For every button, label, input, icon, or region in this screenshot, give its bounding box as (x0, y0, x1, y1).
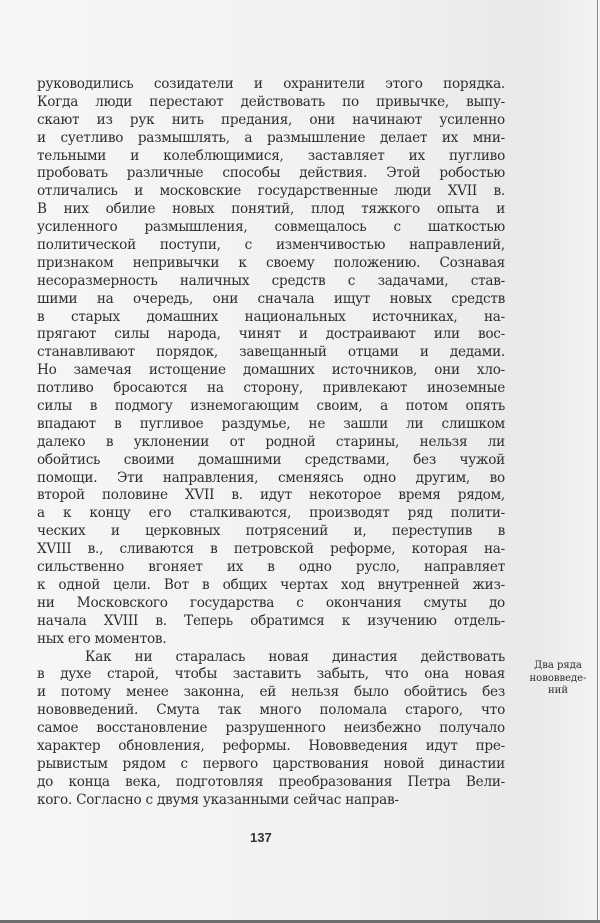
text-line: в духе старой, чтобы заставить забыть, что она новая (37, 666, 505, 683)
text-line: XVIII в., сливаются в петровской реформе, которая на- (37, 541, 505, 558)
text-line: ческих и церковных потрясений и, переступив в (37, 523, 505, 540)
text-line: признаком непривычки к своему положению. Сознавая (37, 254, 505, 271)
text-line: характер обновления, реформы. Нововведения идут пре- (37, 737, 505, 754)
text-line: к одной цели. Вот в общих чертах ход внутренней жиз- (37, 576, 505, 593)
margin-note-line: ний (548, 685, 568, 696)
text-line: второй половине XVII в. идут некоторое время рядом, (37, 487, 505, 504)
text-line: и потому менее законна, ей нельзя было обойтись без (37, 684, 505, 701)
text-line: ни Московского государства с окончания смуты до (37, 594, 505, 611)
text-line: в старых домашних национальных источниках, на- (37, 308, 505, 325)
text-line: рывистым рядом с первого царствования новой династии (37, 755, 505, 772)
text-line: усиленного размышления, совмещалось с шаткостью (37, 219, 505, 236)
text-line: политической поступи, с изменчивостью направлений, (37, 237, 505, 254)
text-line: пробовать различные способы действия. Этой робостью (37, 165, 505, 182)
text-line: несоразмерность наличных средств с задачами, став- (37, 272, 505, 289)
text-line: а к концу его сталкиваются, производят ряд полити- (37, 505, 505, 522)
page-edge (597, 0, 598, 923)
margin-note (519, 660, 597, 698)
text-line: прягают силы народа, чинят и достраивают или вос- (37, 326, 505, 343)
margin-note-line: Два ряда (534, 660, 582, 671)
text-line: Когда люди перестают действовать по привычке, выпу- (37, 93, 505, 110)
text-line: ных его моментов. (37, 630, 167, 647)
margin-note-line: нововведе- (529, 672, 587, 684)
text-line: сильственно вгоняет их в одно русло, направляет (37, 559, 505, 576)
text-line: станавливают порядок, завещанный отцами и дедами. (37, 344, 505, 361)
text-line: руководились созидатели и охранители этого порядка. (37, 76, 505, 92)
text-line: далеко в уклонении от родной старины, нельзя ли (37, 433, 505, 450)
text-line: скают из рук нить предания, они начинают усиленно (37, 111, 505, 128)
text-line: кого. Согласно с двумя указанными сейчас направ- (37, 791, 399, 808)
text-line: впадают в пугливое раздумье, не зашли ли слишком (37, 415, 505, 432)
text-line: до конца века, подготовляя преобразования Петра Вели- (37, 773, 505, 790)
text-line: Но замечая истощение домашних источников, они хло- (37, 362, 505, 379)
text-line: отличались и московские государственные люди XVII в. (37, 183, 505, 200)
text-line: нововведений. Смута так много поломала старого, что (37, 702, 505, 719)
text-line: и суетливо размышлять, а размышление делает их мни- (37, 129, 505, 146)
text-line: самое восстановление разрушенного неизбежно получало (37, 720, 505, 737)
text-line: силы в подмогу изнемогающим своим, а потом опять (37, 398, 505, 415)
paragraph-2 (37, 649, 505, 810)
text-line: потливо бросаются на сторону, привлекают иноземные (37, 380, 505, 397)
text-line: Как ни старалась новая династия действовать (85, 648, 505, 665)
text-line: тельными и колеблющимися, заставляет их пугливо (37, 147, 505, 164)
text-line: помощи. Эти направления, сменяясь одно другим, во (37, 469, 505, 486)
text-line: обойтись своими домашними средствами, без чужой (37, 451, 505, 468)
text-line: В них обилие новых понятий, плод тяжкого опыта и (37, 201, 505, 218)
page-number: 137 (250, 830, 272, 845)
body-text (37, 76, 505, 810)
paragraph-1 (37, 76, 505, 649)
text-line: начала XVIII в. Теперь обратимся к изучению отдель- (37, 612, 505, 629)
text-line: шими на очередь, они сначала ищут новых средств (37, 290, 505, 307)
